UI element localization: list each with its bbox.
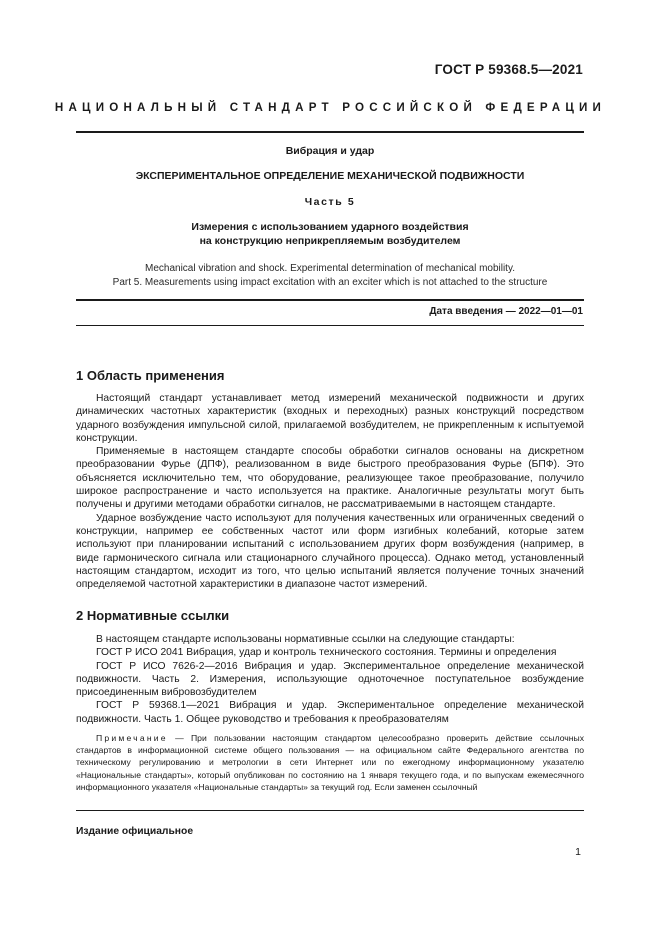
- part-title-line: на конструкцию неприкрепляемым возбудителем: [199, 235, 461, 247]
- paragraph: Ударное возбуждение часто используют для получения качественных или ограниченных сведений о конструкции, например ее собственных частот или форм изгибных колебаний, которые затем используют при планировании испытаний с использованием других форм возбуждения (например, в виде гармонического сигнала или стационарного случайного процесса). Однако метод, установленный настоящим стандартом, исходит из того, что целью испытаний является получение точных значений определяемой частотной характеристики в диапазоне частот измерений.: [76, 512, 584, 591]
- english-title-line: Part 5. Measurements using impact excitation with an exciter which is not attached to the structure: [112, 276, 548, 288]
- part-label: Часть 5: [304, 196, 356, 208]
- note: [76, 732, 584, 793]
- standard-code: ГОСТ Р 59368.5—2021: [434, 62, 583, 77]
- note-text: — При пользовании настоящим стандартом целесообразно проверить действие ссылочных стандартов в информационной системе общего пользования — на официальном сайте Федерального агентства по техническому регулированию и метрологии в сети Интернет или по ежегодному информационному указателю «Национальные стандарты», который опубликован по состоянию на 1 января текущего года, и по выпускам ежемесячного информационного указателя «Национальные стандарты» за текущий год. Если заменен ссылочный: [76, 733, 584, 792]
- subject-title: Вибрация и удар: [285, 145, 375, 157]
- section-body: [76, 633, 584, 726]
- edition-label: Издание официальное: [76, 826, 194, 837]
- note-label: Примечание: [96, 733, 168, 743]
- note-paragraph: [76, 732, 584, 793]
- title-divider: [76, 299, 584, 301]
- section-body: [76, 392, 584, 591]
- reference-item: ГОСТ Р ИСО 7626-2—2016 Вибрация и удар. Экспериментальное определение механической подвижности. Часть 2. Измерения, использующие одноточечное поступательное возбуждение присоединенным вибровозбудителем: [76, 660, 584, 699]
- main-title: ЭКСПЕРИМЕНТАЛЬНОЕ ОПРЕДЕЛЕНИЕ МЕХАНИЧЕСКОЙ ПОДВИЖНОСТИ: [135, 170, 525, 182]
- part-title: [76, 220, 584, 248]
- paragraph: Применяемые в настоящем стандарте способы обработки сигналов основаны на дискретном преобразовании Фурье (ДПФ), реализованном в виде быстрого преобразования Фурье (БПФ). Это объясняется исключительно тем, что оборудование, реализующее такое преобразование, получило широкое распространение и часто используется на практике. Аналогичные результаты могут быть получены и другими методами обработки сигналов, не рассматриваемыми в настоящем стандарте.: [76, 446, 584, 511]
- header-divider: [76, 131, 584, 133]
- paragraph: В настоящем стандарте использованы нормативные ссылки на следующие стандарты:: [96, 634, 515, 645]
- date-divider: [76, 325, 584, 326]
- footer-divider: [76, 810, 584, 811]
- national-standard-banner: НАЦИОНАЛЬНЫЙ СТАНДАРТ РОССИЙСКОЙ ФЕДЕРАЦИИ: [54, 101, 607, 114]
- reference-item: ГОСТ Р 59368.1—2021 Вибрация и удар. Экспериментальное определение механической подвижности. Часть 1. Общее руководство и требования к преобразователям: [76, 700, 584, 725]
- section-heading: 2 Нормативные ссылки: [76, 608, 230, 623]
- english-title: [76, 262, 584, 289]
- introduction-date: Дата введения — 2022—01—01: [429, 306, 583, 317]
- reference-item: ГОСТ Р ИСО 2041 Вибрация, удар и контроль технического состояния. Термины и определения: [96, 647, 557, 659]
- section-heading: 1 Область применения: [76, 368, 225, 383]
- paragraph: Настоящий стандарт устанавливает метод измерений механической подвижности и других динамических частотных характеристик (входных и переходных) разных конструкций посредством ударного возбуждения импульсной силой, прилагаемой возбудителем, не прикрепленным к испытуемой конструкции.: [76, 393, 584, 444]
- part-title-line: Измерения с использованием ударного воздействия: [191, 221, 469, 233]
- english-title-line: Mechanical vibration and shock. Experimental determination of mechanical mobility.: [145, 263, 515, 274]
- page-number: 1: [575, 846, 581, 858]
